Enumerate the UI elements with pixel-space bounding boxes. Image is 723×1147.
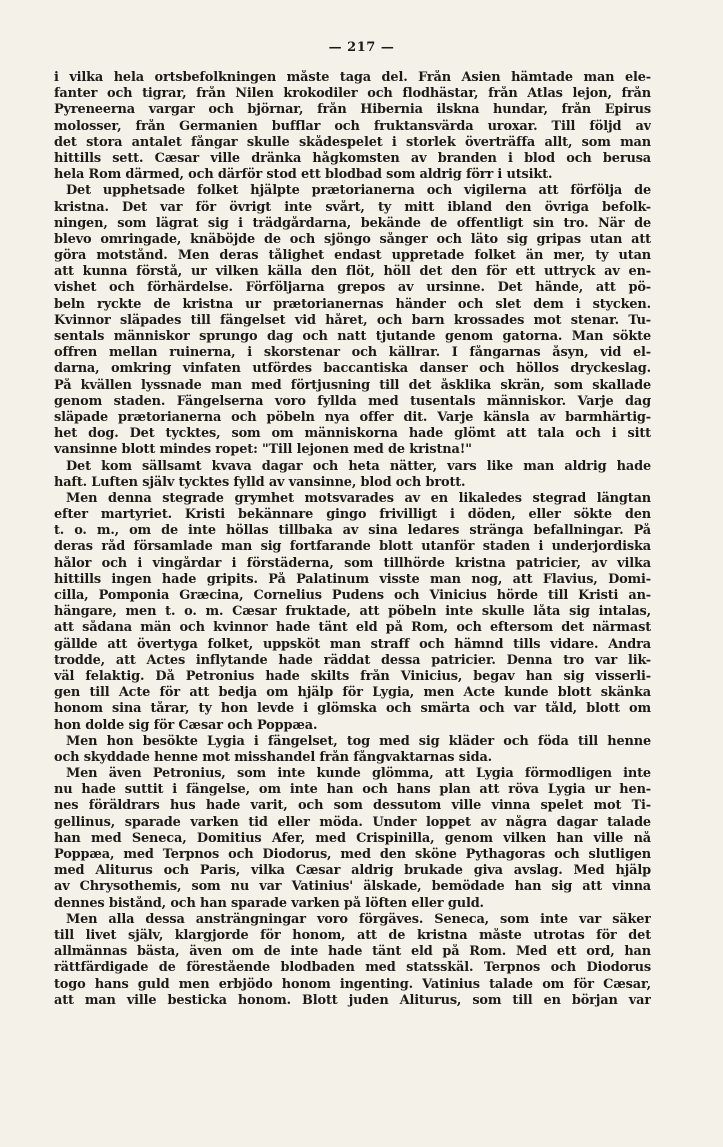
text-line: väl felaktig. Då Petronius hade skilts från Vinicius, begav han sig visserli- (54, 668, 651, 684)
text-line: av Chrysothemis, som nu var Vatinius' älskade, bemödade han sig att vinna (54, 879, 651, 895)
text-line: haft. Luften själv tycktes fylld av vansinne, blod och brott. (54, 474, 466, 490)
text-line: sentals människor sprungo dag och natt tjutande genom gatorna. Man sökte (54, 329, 651, 344)
text-line: hålor och i vingårdar i förstäderna, som tillhörde kristna patricier, av vilka (54, 555, 651, 571)
text-line: nes föräldrars hus hade varit, och som dessutom ville vinna spelet mot Ti- (54, 798, 651, 814)
text-line: vishet och förhärdelse. Förföljarna grepos av ursinne. Det hände, att pö- (54, 280, 651, 296)
text-line: t. o. m., om de inte höllas tillbaka av sina ledares stränga befallningar. På (54, 523, 651, 539)
text-line: Men alla dessa ansträngningar voro förgäves. Seneca, som inte var säker (66, 911, 651, 927)
text-line: vansinne blott mindes ropet: "Till lejonen med de kristna!" (54, 442, 472, 458)
text-line: med Aliturus och Paris, vilka Cæsar aldrig brukade giva avslag. Med hjälp (54, 863, 651, 879)
text-line: det stora antalet fångar skulle skådespelet i storlek överträffa allt, som man (54, 134, 651, 150)
text-line: beln ryckte de kristna ur prætorianernas händer och slet dem i stycken. (54, 296, 651, 312)
text-line: att kunna förstå, ur vilken källa den flöt, höll det den för ett uttryck av en- (54, 264, 651, 280)
text-line: rättfärdigade de förestående blodbaden med statsskäl. Terpnos och Diodorus (54, 960, 651, 976)
text-line: fanter och tigrar, från Nilen krokodiler och flodhästar, från Atlas lejon, från (54, 86, 651, 102)
text-line: hon dolde sig för Cæsar och Poppæa. (54, 717, 318, 733)
text-line: het dog. Det tycktes, som om människorna hade glömt att tala och i sitt (54, 426, 651, 442)
text-line: På kvällen lyssnade man med förtjusning till det åsklika skrän, som skallade (54, 377, 651, 393)
body-text (54, 70, 651, 1009)
text-line: hela Rom därmed, och därför stod ett blodbad som aldrig förr i utsikt. (54, 167, 553, 183)
text-line: att man ville besticka honom. Blott juden Aliturus, som till en början var (54, 992, 651, 1008)
text-line: Det upphetsade folket hjälpte prætorianerna och vigilerna att förfölja de (66, 183, 651, 199)
text-line: släpade prætorianerna och pöbeln nya offer dit. Varje känsla av barmhärtig- (54, 409, 651, 425)
text-line: kristna. Det var för övrigt inte svårt, ty mitt ibland den övriga befolk- (54, 199, 651, 215)
text-line: i vilka hela ortsbefolkningen måste taga del. Från Asien hämtade man ele- (54, 70, 651, 85)
text-line: nu hade suttit i fängelse, om inte han och hans plan att röva Lygia ur hen- (54, 782, 651, 798)
text-line: deras råd församlade man sig fortfarande blott utanför staden i underjordiska (54, 539, 651, 555)
text-line: genom staden. Fängelserna voro fyllda med tusentals människor. Varje dag (54, 393, 651, 409)
text-line: Poppæa, med Terpnos och Diodorus, med den sköne Pythagoras och slutligen (54, 847, 651, 862)
text-line: molosser, från Germanien bufflar och fruktansvärda uroxar. Till följd av (54, 118, 651, 134)
text-line: Men hon besökte Lygia i fängelset, tog med sig kläder och föda till henne (66, 733, 651, 749)
text-line: cilla, Pomponia Græcina, Cornelius Pudens och Vinicius hörde till Kristi an- (54, 588, 651, 603)
text-line: gellinus, sparade varken tid eller möda. Under loppet av några dagar talade (54, 814, 651, 830)
text-line: hängare, men t. o. m. Cæsar fruktade, att pöbeln inte skulle låta sig intalas, (54, 604, 651, 620)
text-line: och skyddade henne mot misshandel från fångvaktarnas sida. (54, 749, 492, 765)
text-line: dennes bistånd, och han sparade varken på löften eller guld. (54, 895, 484, 911)
text-line: Kvinnor släpades till fängelset vid håret, och barn krossades mot stenar. Tu- (54, 312, 651, 328)
text-line: togo hans guld men erbjödo honom ingenting. Vatinius talade om för Cæsar, (54, 976, 651, 992)
text-line: allmännas bästa, även om de inte hade tänt eld på Rom. Med ett ord, han (54, 944, 651, 960)
text-line: göra motstånd. Men deras tålighet endast uppretade folket än mer, ty utan (54, 248, 651, 264)
text-line: offren mellan ruinerna, i skorstenar och källrar. I fångarnas åsyn, vid el- (54, 345, 651, 361)
text-line: att sådana män och kvinnor hade tänt eld på Rom, och eftersom det närmast (54, 620, 651, 636)
page-number: — 217 — (328, 40, 395, 55)
text-line: Men även Petronius, som inte kunde glömma, att Lygia förmodligen inte (66, 766, 651, 782)
text-line: Pyreneerna vargar och björnar, från Hibernia ilskna hundar, från Epirus (54, 102, 651, 118)
text-line: Men denna stegrade grymhet motsvarades av en likaledes stegrad längtan (66, 490, 651, 506)
text-line: till livet själv, klargjorde för honom, att de kristna måste utrotas för det (54, 927, 651, 943)
text-line: darna, omkring vinfaten utfördes baccantiska danser och höllos dryckeslag. (54, 361, 651, 377)
text-line: trodde, att Actes inflytande hade räddat dessa patricier. Denna tro var lik- (54, 652, 651, 668)
text-line: blevo omringade, knäböjde de och sjöngo sånger och läto sig gripas utan att (54, 231, 651, 247)
text-line: hittills ingen hade gripits. På Palatinum visste man nog, att Flavius, Domi- (54, 571, 651, 587)
text-line: han med Seneca, Domitius Afer, med Crispinilla, genom vilken han ville nå (54, 830, 651, 846)
text-line: hittills sett. Cæsar ville dränka hågkomsten av branden i blod och berusa (54, 150, 651, 166)
text-line: gen till Acte för att bedja om hjälp för Lygia, men Acte kunde blott skänka (54, 685, 651, 701)
text-line: honom sina tårar, ty hon levde i glömska och smärta och var tåld, blott om (54, 701, 651, 717)
text-line: gällde att övertyga folket, uppsköt man straff och hämnd tills vidare. Andra (54, 636, 651, 652)
text-line: ningen, som lägrat sig i trädgårdarna, bekände de offentligt sin tro. När de (54, 215, 651, 231)
text-line: Det kom sällsamt kvava dagar och heta nätter, vars like man aldrig hade (66, 458, 651, 474)
text-line: efter martyriet. Kristi bekännare gingo frivilligt i döden, eller sökte den (54, 507, 651, 523)
